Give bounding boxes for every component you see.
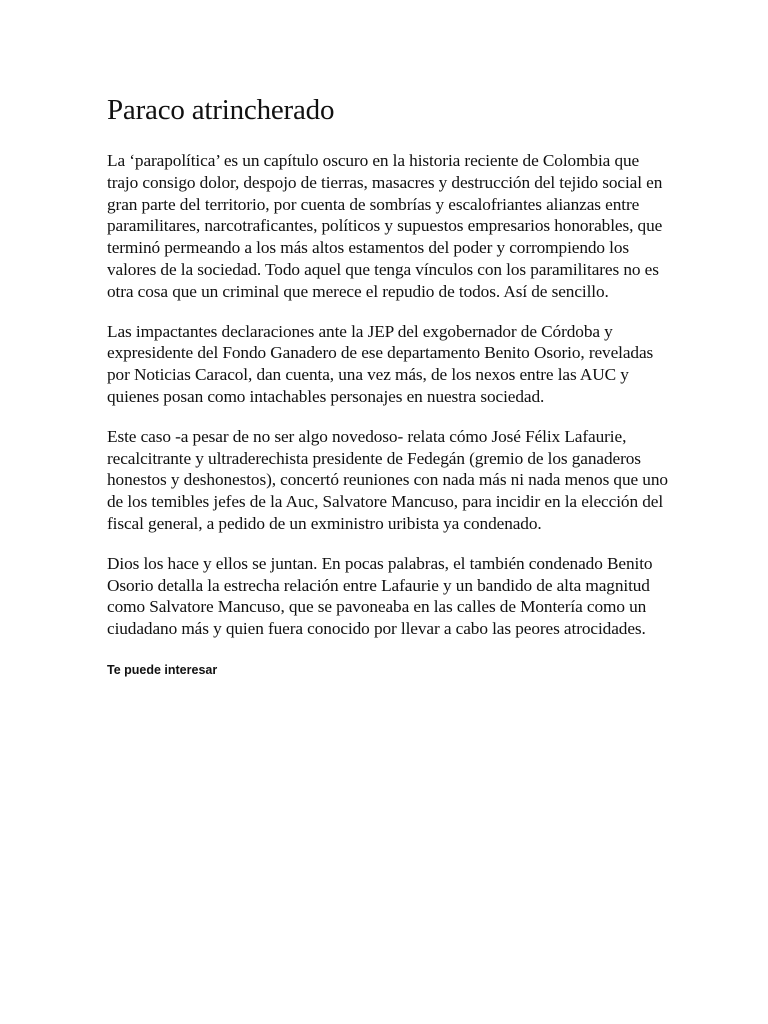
article-paragraph: Dios los hace y ellos se juntan. En pocas palabras, el también condenado Benito Osorio detalla la estrecha relación entre Lafaurie y un bandido de alta magnitud como Salvatore Mancuso, que se pavoneaba en las calles de Montería como un ciudadano más y quien fuera conocido por llevar a cabo las peores atrocidades. bbox=[107, 553, 653, 639]
article-paragraph: Las impactantes declaraciones ante la JEP del exgobernador de Córdoba y expresidente del Fondo Ganadero de ese departamento Benito Osorio, reveladas por Noticias Caracol, dan cuenta, una vez más, de los nexos entre las AUC y quienes posan como intachables personajes en nuestra sociedad. bbox=[107, 321, 654, 406]
article-paragraph: Este caso -a pesar de no ser algo novedoso- relata cómo José Félix Lafaurie, recalcitrante y ultraderechista presidente de Fedegán (gremio de los ganaderos honestos y deshonestos), concertó reuniones con nada más ni nada menos que uno de los temibles jefes de la Auc, Salvatore Mancuso, para incidir en la elección del fiscal general, a pedido de un exministro uribista ya condenado. bbox=[107, 426, 668, 533]
article-paragraph: La ‘parapolítica’ es un capítulo oscuro en la historia reciente de Colombia que trajo consigo dolor, despojo de tierras, masacres y destrucción del tejido social en gran parte del territorio, por cuenta de sombrías y escalofriantes alianzas entre paramilitares, narcotraficantes, políticos y supuestos empresarios honorables, que terminó permeando a los más altos estamentos del poder y corrompiendo los valores de la sociedad. Todo aquel que tenga vínculos con los paramilitares no es otra cosa que un criminal que merece el repudio de todos. Así de sencillo. bbox=[107, 151, 663, 301]
article-title: Paraco atrincherado bbox=[107, 94, 335, 126]
related-heading: Te puede interesar bbox=[107, 662, 218, 677]
